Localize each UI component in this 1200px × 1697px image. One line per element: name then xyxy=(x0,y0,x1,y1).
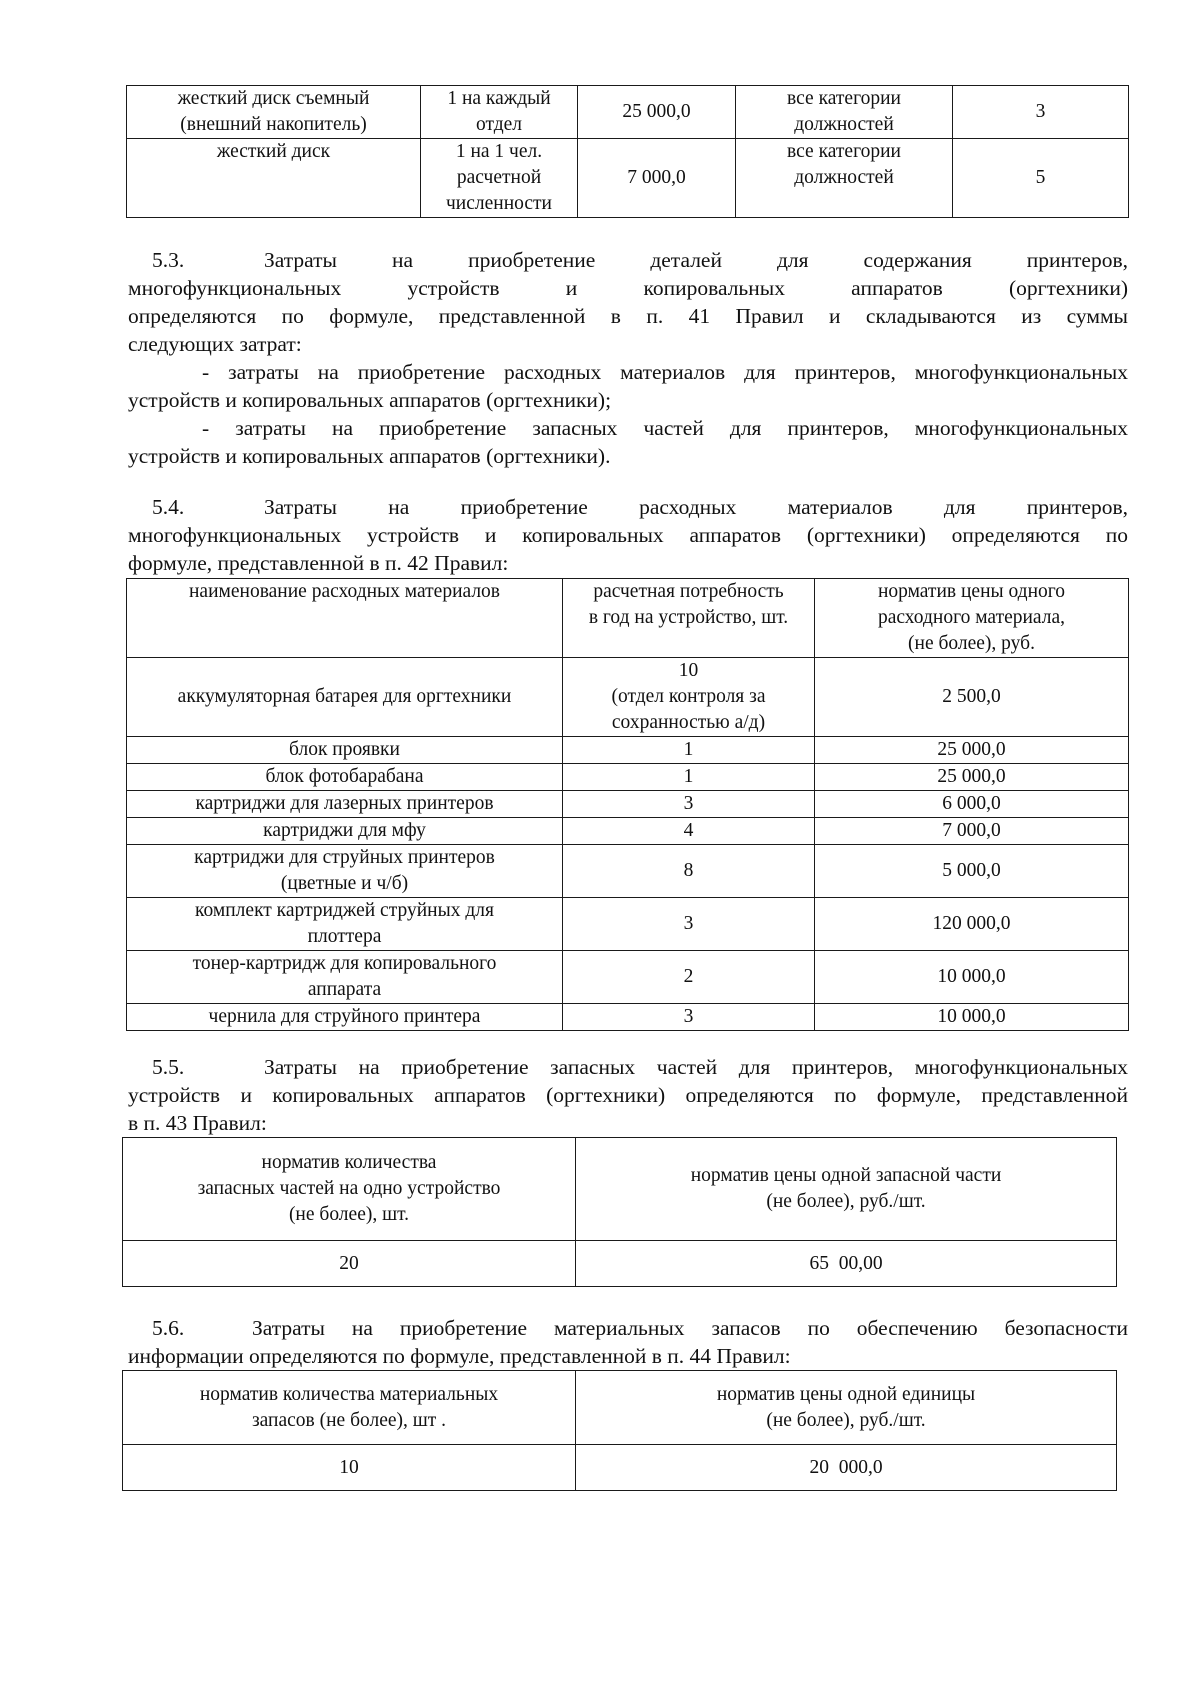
table-row: картриджи для мфу 4 7 000,0 xyxy=(127,818,1129,845)
column-header: норматив количества материальных запасов (не более), шт . xyxy=(123,1371,576,1445)
table-row: комплект картриджей струйных для плоттера 3 120 000,0 xyxy=(127,898,1129,951)
hdd-cell-category: все категории должностей xyxy=(736,86,953,139)
column-header: норматив цены одного расходного материала, (не более), руб. xyxy=(815,579,1129,658)
table-row: тонер-картридж для копировального аппарата 2 10 000,0 xyxy=(127,951,1129,1004)
section-5-6: 5.6. Затраты на приобретение материальных запасов по обеспечению безопасности информации определяются по формуле, представленной в п. 44 Правил: xyxy=(128,1316,1128,1368)
hdd-cell-name: жесткий диск съемный (внешний накопитель) xyxy=(127,86,421,139)
section-5-4: 5.4. Затраты на приобретение расходных материалов для принтеров, многофункциональных устройств и копировальных аппаратов (оргтехники) определяются по формуле, представленной в п. 42 Правил: xyxy=(128,495,1128,575)
column-header: норматив цены одной единицы (не более), руб./шт. xyxy=(576,1371,1117,1445)
hdd-cell-quantity: 1 на 1 чел. расчетной численности xyxy=(421,139,578,218)
list-item: - затраты на приобретение расходных материалов для принтеров, многофункциональных xyxy=(202,360,1128,384)
table-row: чернила для струйного принтера 3 10 000,0 xyxy=(127,1004,1129,1031)
hdd-cell-price: 25 000,0 xyxy=(578,86,736,139)
table-row: блок проявки 1 25 000,0 xyxy=(127,737,1129,764)
list-item: - затраты на приобретение запасных частей для принтеров, многофункциональных xyxy=(202,416,1128,440)
section-5-3: 5.3. Затраты на приобретение деталей для содержания принтеров, многофункциональных устройств и копировальных аппаратов (оргтехники) определяются по формуле, представленной в п. 41 Правил и складываются из суммы следующих затрат: - затраты на приобретение расходных материалов для принтеров, многофункциональных устройств и копировальных аппаратов (оргтехники); - затраты на приобретение запасных частей для принтеров, многофункциональных устройств и копировальных аппаратов (оргтехники). xyxy=(128,248,1128,468)
table-row xyxy=(127,86,1129,139)
section-number: 5.5. xyxy=(152,1055,185,1079)
column-header: расчетная потребность в год на устройство, шт. xyxy=(563,579,815,658)
hdd-cell-category: все категории должностей xyxy=(736,139,953,218)
hdd-table xyxy=(126,85,1129,218)
security-price: 20 000,0 xyxy=(576,1445,1117,1491)
section-number: 5.4. xyxy=(152,495,185,519)
spare-parts-price: 65 00,00 xyxy=(576,1241,1117,1287)
section-number: 5.6. xyxy=(152,1316,185,1340)
section-5-5: 5.5. Затраты на приобретение запасных частей для принтеров, многофункциональных устройств и копировальных аппаратов (оргтехники) определяются по формуле, представленной в п. 43 Правил: xyxy=(128,1055,1128,1135)
table-row: блок фотобарабана 1 25 000,0 xyxy=(127,764,1129,791)
table-row: картриджи для лазерных принтеров 3 6 000,0 xyxy=(127,791,1129,818)
spare-parts-table xyxy=(122,1137,1117,1287)
column-header: наименование расходных материалов xyxy=(127,579,563,658)
hdd-cell-term: 5 xyxy=(953,139,1129,218)
table-header-row xyxy=(123,1138,1117,1241)
column-header: норматив цены одной запасной части (не более), руб./шт. xyxy=(576,1138,1117,1241)
table-row xyxy=(123,1241,1117,1287)
security-table xyxy=(122,1370,1117,1491)
consumables-table xyxy=(126,578,1129,1031)
table-row xyxy=(127,139,1129,218)
hdd-cell-price: 7 000,0 xyxy=(578,139,736,218)
table-header-row xyxy=(123,1371,1117,1445)
table-row: аккумуляторная батарея для оргтехники 10 (отдел контроля за сохранностью а/д) 2 500,0 xyxy=(127,658,1129,737)
column-header: норматив количества запасных частей на одно устройство (не более), шт. xyxy=(123,1138,576,1241)
security-quantity: 10 xyxy=(123,1445,576,1491)
spare-parts-quantity: 20 xyxy=(123,1241,576,1287)
table-row xyxy=(123,1445,1117,1491)
table-header-row xyxy=(127,579,1129,658)
section-number: 5.3. xyxy=(152,248,185,272)
table-row: картриджи для струйных принтеров (цветные и ч/б) 8 5 000,0 xyxy=(127,845,1129,898)
hdd-cell-term: 3 xyxy=(953,86,1129,139)
hdd-cell-name: жесткий диск xyxy=(127,139,421,218)
hdd-cell-quantity: 1 на каждый отдел xyxy=(421,86,578,139)
